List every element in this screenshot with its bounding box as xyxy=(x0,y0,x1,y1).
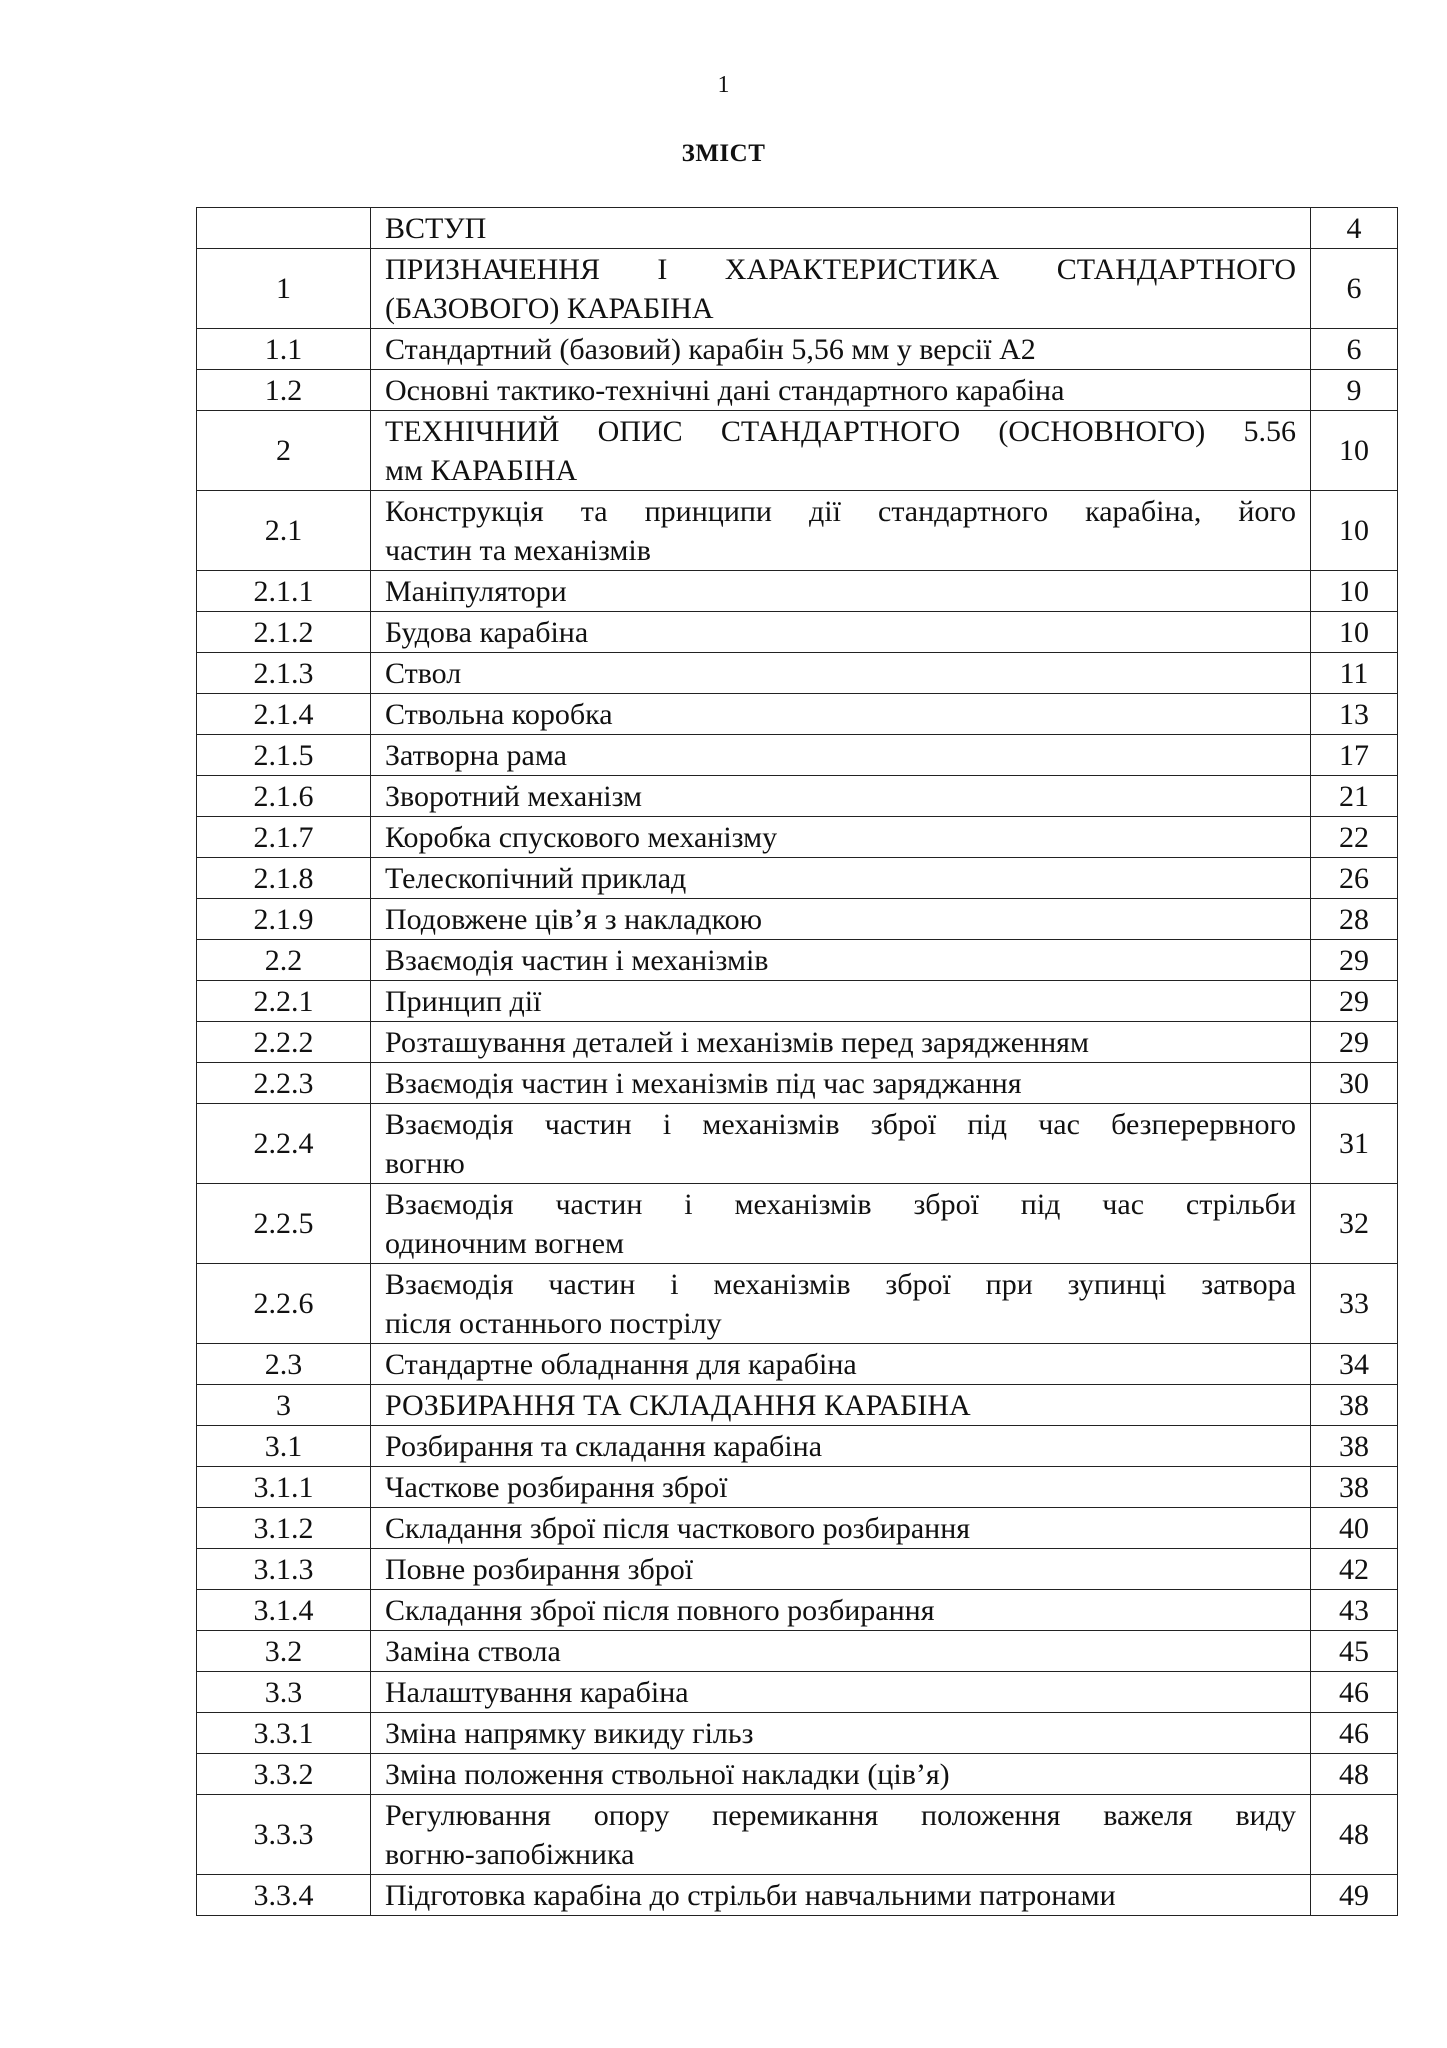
toc-row xyxy=(197,1875,1398,1916)
page-ref: 28 xyxy=(1311,899,1398,940)
page-ref: 11 xyxy=(1311,653,1398,694)
section-number: 2.1.5 xyxy=(197,735,371,776)
page-ref: 38 xyxy=(1311,1467,1398,1508)
toc-row xyxy=(197,370,1398,411)
section-number: 3.3.4 xyxy=(197,1875,371,1916)
page-ref: 26 xyxy=(1311,858,1398,899)
toc-row xyxy=(197,491,1398,571)
section-title-line: ВСТУП xyxy=(385,211,487,245)
section-number: 3.1 xyxy=(197,1426,371,1467)
section-title-line: мм КАРАБІНА xyxy=(385,453,578,487)
section-title xyxy=(371,1508,1311,1549)
page-ref: 40 xyxy=(1311,1508,1398,1549)
section-number: 2.1.2 xyxy=(197,612,371,653)
toc-row xyxy=(197,571,1398,612)
toc-row xyxy=(197,612,1398,653)
section-title xyxy=(371,817,1311,858)
section-number: 3.1.2 xyxy=(197,1508,371,1549)
page-ref: 17 xyxy=(1311,735,1398,776)
section-title-line: Коробка спускового механізму xyxy=(385,820,778,854)
section-title xyxy=(371,329,1311,370)
section-title xyxy=(371,1104,1311,1184)
section-title xyxy=(371,1672,1311,1713)
section-title xyxy=(371,899,1311,940)
section-title xyxy=(371,1590,1311,1631)
section-title-line: Основні тактико-технічні дані стандартного карабіна xyxy=(385,373,1065,407)
page-ref: 46 xyxy=(1311,1713,1398,1754)
toc-row xyxy=(197,249,1398,329)
section-title-line: ТЕХНІЧНИЙ ОПИС СТАНДАРТНОГО (ОСНОВНОГО) 5.56 xyxy=(385,414,1296,448)
section-title xyxy=(371,1344,1311,1385)
section-number: 2.1.8 xyxy=(197,858,371,899)
page-ref: 21 xyxy=(1311,776,1398,817)
toc-row xyxy=(197,329,1398,370)
toc-row xyxy=(197,1754,1398,1795)
toc-row xyxy=(197,1590,1398,1631)
section-title-line: Повне розбирання зброї xyxy=(385,1552,694,1586)
section-number: 1 xyxy=(197,249,371,329)
section-number: 3.3.2 xyxy=(197,1754,371,1795)
section-number: 1.1 xyxy=(197,329,371,370)
section-number: 2.2.3 xyxy=(197,1063,371,1104)
section-title-line: Подовжене ців’я з накладкою xyxy=(385,902,763,936)
section-title xyxy=(371,491,1311,571)
section-title xyxy=(371,1426,1311,1467)
page-ref: 13 xyxy=(1311,694,1398,735)
page-ref: 34 xyxy=(1311,1344,1398,1385)
page-ref: 33 xyxy=(1311,1264,1398,1344)
section-title xyxy=(371,1549,1311,1590)
section-title-line: Складання зброї після повного розбирання xyxy=(385,1593,935,1627)
toc-row xyxy=(197,1549,1398,1590)
page-ref: 48 xyxy=(1311,1754,1398,1795)
toc-row xyxy=(197,940,1398,981)
toc-row xyxy=(197,1713,1398,1754)
section-title-line: (БАЗОВОГО) КАРАБІНА xyxy=(385,291,714,325)
toc-row xyxy=(197,776,1398,817)
section-title xyxy=(371,370,1311,411)
section-number: 2.1.1 xyxy=(197,571,371,612)
page-ref: 42 xyxy=(1311,1549,1398,1590)
section-number: 3.3 xyxy=(197,1672,371,1713)
section-number: 2.1.4 xyxy=(197,694,371,735)
section-title xyxy=(371,858,1311,899)
toc-body xyxy=(197,208,1398,1916)
section-title xyxy=(371,612,1311,653)
section-title xyxy=(371,1467,1311,1508)
page-ref: 9 xyxy=(1311,370,1398,411)
section-title-line: Взаємодія частин і механізмів під час заряджання xyxy=(385,1066,1022,1100)
section-number: 3 xyxy=(197,1385,371,1426)
toc-row xyxy=(197,1467,1398,1508)
section-title-line: частин та механізмів xyxy=(385,533,651,567)
section-title-line: РОЗБИРАННЯ ТА СКЛАДАННЯ КАРАБІНА xyxy=(385,1388,971,1422)
section-title-line: Розташування деталей і механізмів перед зарядженням xyxy=(385,1025,1089,1059)
section-title xyxy=(371,1754,1311,1795)
section-number: 2.2.5 xyxy=(197,1184,371,1264)
section-number: 3.1.1 xyxy=(197,1467,371,1508)
section-title xyxy=(371,1631,1311,1672)
section-title xyxy=(371,571,1311,612)
section-title-line: Принцип дії xyxy=(385,984,542,1018)
page-number: 1 xyxy=(717,72,730,98)
section-title-line: Регулювання опору перемикання положення важеля виду xyxy=(385,1798,1296,1832)
section-title-line: Складання зброї після часткового розбирання xyxy=(385,1511,971,1545)
toc-row xyxy=(197,1104,1398,1184)
section-title-line: Взаємодія частин і механізмів xyxy=(385,943,769,977)
toc-row xyxy=(197,411,1398,491)
section-number: 2.1 xyxy=(197,491,371,571)
section-title-line: після останнього пострілу xyxy=(385,1306,722,1340)
section-title-line: Ствольна коробка xyxy=(385,697,613,731)
section-title-line: Конструкція та принципи дії стандартного карабіна, його xyxy=(385,494,1296,528)
section-title xyxy=(371,1063,1311,1104)
section-title xyxy=(371,694,1311,735)
page-ref: 30 xyxy=(1311,1063,1398,1104)
section-title xyxy=(371,653,1311,694)
page-ref: 38 xyxy=(1311,1385,1398,1426)
section-number: 1.2 xyxy=(197,370,371,411)
section-title-line: Зворотний механізм xyxy=(385,779,642,813)
section-number: 2.3 xyxy=(197,1344,371,1385)
section-title-line: Підготовка карабіна до стрільби навчальними патронами xyxy=(385,1878,1116,1912)
toc-row xyxy=(197,735,1398,776)
section-title xyxy=(371,776,1311,817)
section-title xyxy=(371,735,1311,776)
section-title xyxy=(371,249,1311,329)
section-title-line: Взаємодія частин і механізмів зброї під час стрільби xyxy=(385,1187,1296,1221)
toc-row xyxy=(197,1385,1398,1426)
document-title: ЗМІСТ xyxy=(681,140,766,167)
toc-row xyxy=(197,1426,1398,1467)
section-title xyxy=(371,208,1311,249)
page-ref: 29 xyxy=(1311,1022,1398,1063)
page-ref: 31 xyxy=(1311,1104,1398,1184)
section-title xyxy=(371,1264,1311,1344)
section-title xyxy=(371,1795,1311,1875)
section-title-line: Стандартне обладнання для карабіна xyxy=(385,1347,857,1381)
toc-row xyxy=(197,1631,1398,1672)
section-title-line: Заміна ствола xyxy=(385,1634,561,1668)
section-title xyxy=(371,1385,1311,1426)
page-ref: 45 xyxy=(1311,1631,1398,1672)
section-title xyxy=(371,1184,1311,1264)
toc-row xyxy=(197,653,1398,694)
section-title-line: Маніпулятори xyxy=(385,574,567,608)
section-title-line: Стандартний (базовий) карабін 5,56 мм у версії А2 xyxy=(385,332,1036,366)
toc-table xyxy=(196,207,1398,1916)
toc-row xyxy=(197,899,1398,940)
page-ref: 22 xyxy=(1311,817,1398,858)
section-number: 2 xyxy=(197,411,371,491)
section-title-line: Налаштування карабіна xyxy=(385,1675,689,1709)
page-ref: 49 xyxy=(1311,1875,1398,1916)
section-number: 3.3.3 xyxy=(197,1795,371,1875)
section-title-line: Затворна рама xyxy=(385,738,567,772)
page-ref: 6 xyxy=(1311,249,1398,329)
page-ref: 10 xyxy=(1311,491,1398,571)
toc-row xyxy=(197,694,1398,735)
section-title-line: Взаємодія частин і механізмів зброї при зупинці затвора xyxy=(385,1267,1296,1301)
page-ref: 4 xyxy=(1311,208,1398,249)
section-title-line: Будова карабіна xyxy=(385,615,589,649)
toc-row xyxy=(197,1672,1398,1713)
section-title xyxy=(371,981,1311,1022)
section-number: 2.1.7 xyxy=(197,817,371,858)
section-title-line: одиночним вогнем xyxy=(385,1226,625,1260)
section-title-line: Зміна напрямку викиду гільз xyxy=(385,1716,754,1750)
section-number: 2.2.6 xyxy=(197,1264,371,1344)
section-title-line: Часткове розбирання зброї xyxy=(385,1470,728,1504)
page-ref: 43 xyxy=(1311,1590,1398,1631)
page-ref: 32 xyxy=(1311,1184,1398,1264)
section-title-line: Взаємодія частин і механізмів зброї під час безперервного xyxy=(385,1107,1296,1141)
page-ref: 46 xyxy=(1311,1672,1398,1713)
section-title-line: вогню xyxy=(385,1146,465,1180)
toc-row xyxy=(197,208,1398,249)
section-title xyxy=(371,1022,1311,1063)
page-ref: 10 xyxy=(1311,571,1398,612)
toc-row xyxy=(197,1184,1398,1264)
section-title xyxy=(371,411,1311,491)
page-ref: 29 xyxy=(1311,940,1398,981)
page-ref: 6 xyxy=(1311,329,1398,370)
page-ref: 38 xyxy=(1311,1426,1398,1467)
page-ref: 10 xyxy=(1311,411,1398,491)
section-title-line: Зміна положення ствольної накладки (ців’я) xyxy=(385,1757,950,1791)
section-title-line: Розбирання та складання карабіна xyxy=(385,1429,823,1463)
toc-row xyxy=(197,817,1398,858)
toc-row xyxy=(197,1264,1398,1344)
toc-row xyxy=(197,858,1398,899)
toc-row xyxy=(197,1508,1398,1549)
section-title-line: вогню-запобіжника xyxy=(385,1837,635,1871)
section-number: 3.3.1 xyxy=(197,1713,371,1754)
section-title-line: Ствол xyxy=(385,656,462,690)
section-number: 3.1.4 xyxy=(197,1590,371,1631)
page-ref: 48 xyxy=(1311,1795,1398,1875)
section-number: 3.2 xyxy=(197,1631,371,1672)
section-number xyxy=(197,208,371,249)
page-ref: 29 xyxy=(1311,981,1398,1022)
toc-row xyxy=(197,1022,1398,1063)
section-title xyxy=(371,940,1311,981)
toc-row xyxy=(197,1795,1398,1875)
section-number: 2.2.1 xyxy=(197,981,371,1022)
section-number: 2.1.9 xyxy=(197,899,371,940)
section-title xyxy=(371,1875,1311,1916)
toc-row xyxy=(197,1063,1398,1104)
toc-row xyxy=(197,1344,1398,1385)
section-number: 2.1.3 xyxy=(197,653,371,694)
section-number: 3.1.3 xyxy=(197,1549,371,1590)
section-number: 2.1.6 xyxy=(197,776,371,817)
section-title-line: ПРИЗНАЧЕННЯ І ХАРАКТЕРИСТИКА СТАНДАРТНОГО xyxy=(385,252,1296,286)
page-ref: 10 xyxy=(1311,612,1398,653)
section-number: 2.2 xyxy=(197,940,371,981)
section-title xyxy=(371,1713,1311,1754)
section-number: 2.2.2 xyxy=(197,1022,371,1063)
section-title-line: Телескопічний приклад xyxy=(385,861,687,895)
section-number: 2.2.4 xyxy=(197,1104,371,1184)
toc-row xyxy=(197,981,1398,1022)
